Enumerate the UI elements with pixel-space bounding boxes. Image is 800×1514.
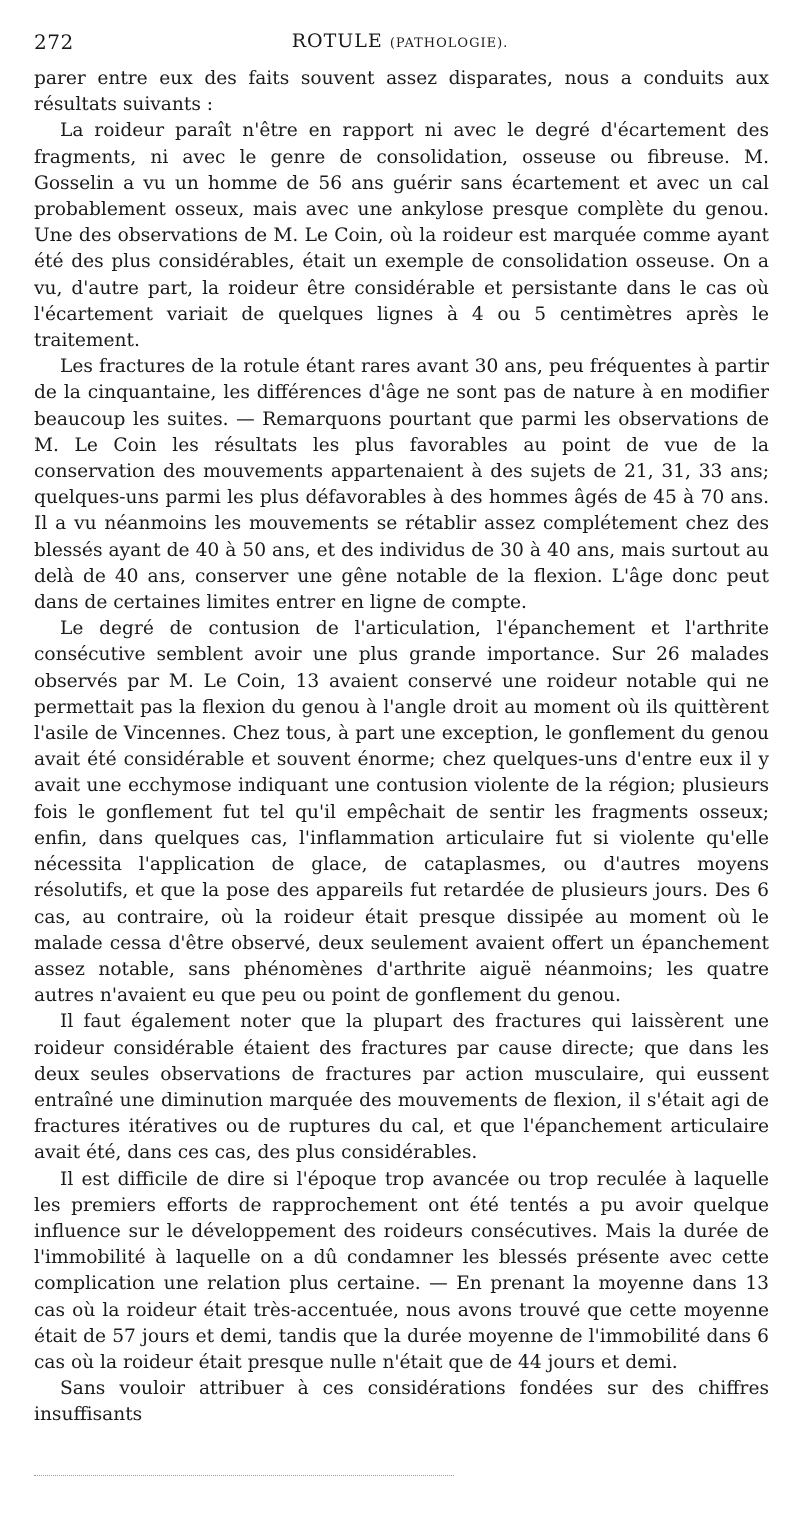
paragraph: Il faut également noter que la plupart des fractures qui laissèrent une roideur considérable étaient des fractures par cause directe; que dans les deux seules observations de fractures par action musculaire, qui eussent entraîné une diminution marquée des mouvements de flexion, il s'était agi de fractures itératives ou de ruptures du cal, et que l'épanchement articulaire avait été, dans ces cas, des plus considérables. [34,1011,769,1164]
paragraph: La roideur paraît n'être en rapport ni avec le degré d'écartement des fragments, ni avec le genre de consolidation, osseuse ou fibreuse. M. Gosselin a vu un homme de 56 ans guérir sans écartement et avec un cal probablement osseux, mais avec une ankylose presque complète du genou. Une des observations de M. Le Coin, où la roideur est marquée comme ayant été des plus considérables, était un exemple de consolidation osseuse. On a vu, d'autre part, la roideur être considérable et persistante dans le cas où l'écartement variait de quelques lignes à 4 ou 5 centimètres après le traitement. [34,120,769,352]
paragraph: Le degré de contusion de l'articulation, l'épanchement et l'arthrite consécutive semblent avoir une plus grande importance. Sur 26 malades observés par M. Le Coin, 13 avaient conservé une roideur notable qui ne permettait pas la flexion du genou à l'angle droit au moment où ils quittèrent l'asile de Vincennes. Chez tous, à part une exception, le gonflement du genou avait été considérable et souvent énorme; chez quelques-uns d'entre eux il y avait une ecchymose indiquant une contusion violente de la région; plusieurs fois le gonflement fut tel qu'il empêchait de sentir les fragments osseux; enfin, dans quelques cas, l'inflammation articulaire fut si violente qu'elle nécessita l'application de glace, de cataplasmes, ou d'autres moyens résolutifs, et que la pose des appareils fut retardée de plusieurs jours. Des 6 cas, au contraire, où la roideur était presque dissipée au moment où le malade cessa d'être observé, deux seulement avaient offert un épanchement assez notable, sans phénomènes d'arthrite aiguë néanmoins; les quatre autres n'avaient eu que peu ou point de gonflement du genou. [34,618,769,1007]
body-text [34,66,769,1429]
page-number: 272 [34,30,74,54]
paragraph: Sans vouloir attribuer à ces considérations fondées sur des chiffres insuffisants [34,1378,769,1426]
running-head [34,30,766,52]
paragraph-continuation: parer entre eux des faits souvent assez disparates, nous a conduits aux résultats suivants : [34,68,769,116]
paragraph: Il est difficile de dire si l'époque trop avancée ou trop reculée à laquelle les premiers efforts de rapprochement ont été tentés a pu avoir quelque influence sur le développement des roideurs consécutives. Mais la durée de l'immobilité à laquelle on a dû condamner les blessés présente avec cette complication une relation plus certaine. — En prenant la moyenne dans 13 cas où la roideur était très-accentuée, nous avons trouvé que cette moyenne était de 57 jours et demi, tandis que la durée moyenne de l'immobilité dans 6 cas où la roideur était presque nulle n'était que de 44 jours et demi. [34,1168,769,1373]
running-head-subtitle: (PATHOLOGIE). [389,36,509,51]
running-head-title: ROTULE [291,30,383,52]
paragraph: Les fractures de la rotule étant rares avant 30 ans, peu fréquentes à partir de la cinquantaine, les différences d'âge ne sont pas de nature à en modifier beaucoup les suites. — Remarquons pourtant que parmi les observations de M. Le Coin les résultats les plus favorables au point de vue de la conservation des mouvements appartenaient à des sujets de 21, 31, 33 ans; quelques-uns parmi les plus défavorables à des hommes âgés de 45 à 70 ans. Il a vu néanmoins les mouvements se rétablir assez complétement chez des blessés ayant de 40 à 50 ans, et des individus de 30 à 40 ans, mais surtout au delà de 40 ans, conserver une gêne notable de la flexion. L'âge donc peut dans de certaines limites entrer en ligne de compte. [34,356,769,614]
footnote-divider [34,1475,454,1476]
page-header [34,30,766,60]
